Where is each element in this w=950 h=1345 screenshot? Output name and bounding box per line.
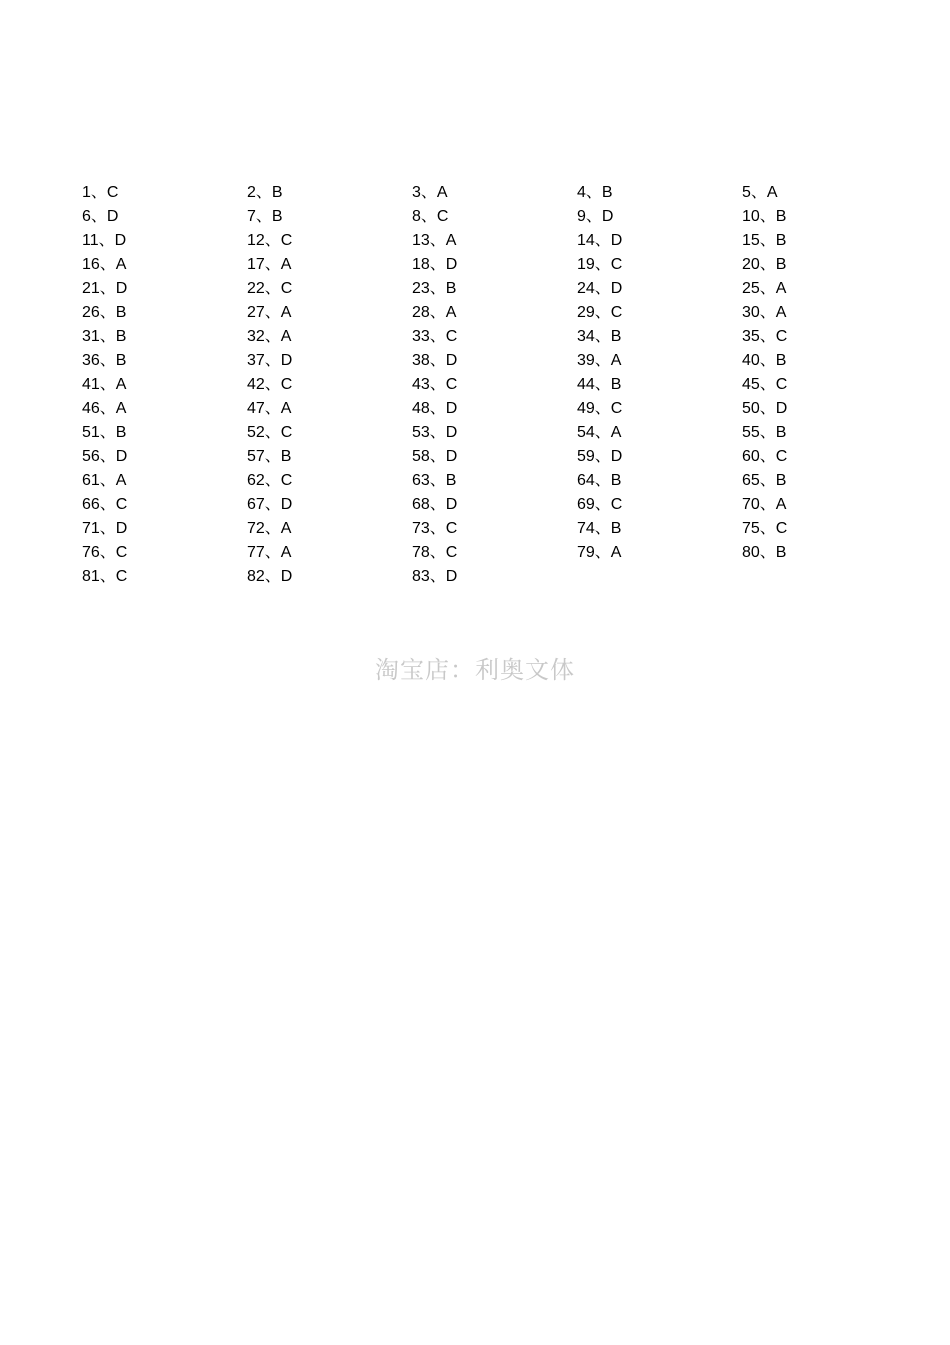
- answer-item: 79、A: [577, 544, 622, 561]
- answer-item: 82、D: [247, 568, 293, 585]
- answer-item: 70、A: [742, 496, 787, 513]
- answer-item: 19、C: [577, 256, 623, 273]
- answer-item: 32、A: [247, 328, 292, 345]
- answer-item: 20、B: [742, 256, 787, 273]
- answer-item: 54、A: [577, 424, 622, 441]
- answer-item: 57、B: [247, 448, 292, 465]
- answer-item: 61、A: [82, 472, 127, 489]
- answer-item: 26、B: [82, 304, 127, 321]
- answer-item: 51、B: [82, 424, 127, 441]
- answer-item: 17、A: [247, 256, 292, 273]
- answer-item: 73、C: [412, 520, 458, 537]
- answer-item: 25、A: [742, 280, 787, 297]
- answer-item: 1、C: [82, 184, 119, 201]
- answer-item: 49、C: [577, 400, 623, 417]
- answer-item: 69、C: [577, 496, 623, 513]
- answer-item: 63、B: [412, 472, 457, 489]
- answer-item: 31、B: [82, 328, 127, 345]
- answer-item: 12、C: [247, 232, 293, 249]
- answer-item: 72、A: [247, 520, 292, 537]
- answer-item: 11、D: [82, 232, 127, 249]
- answer-item: 48、D: [412, 400, 458, 417]
- answer-item: 66、C: [82, 496, 128, 513]
- answer-item: 27、A: [247, 304, 292, 321]
- answer-item: 75、C: [742, 520, 788, 537]
- answer-item: 50、D: [742, 400, 788, 417]
- answer-item: 6、D: [82, 208, 119, 225]
- watermark-text: 淘宝店：利奥文体: [375, 656, 575, 684]
- answer-item: 44、B: [577, 376, 622, 393]
- answer-item: 35、C: [742, 328, 788, 345]
- answer-item: 45、C: [742, 376, 788, 393]
- answer-item: 23、B: [412, 280, 457, 297]
- answer-item: 8、C: [412, 208, 449, 225]
- answer-item: 16、A: [82, 256, 127, 273]
- answer-item: 37、D: [247, 352, 293, 369]
- answer-item: 60、C: [742, 448, 788, 465]
- answer-item: 43、C: [412, 376, 458, 393]
- answer-item: 65、B: [742, 472, 787, 489]
- answer-item: 56、D: [82, 448, 128, 465]
- answer-item: 3、A: [412, 184, 448, 201]
- answer-item: 34、B: [577, 328, 622, 345]
- answer-item: 41、A: [82, 376, 127, 393]
- answer-item: 33、C: [412, 328, 458, 345]
- answer-item: 59、D: [577, 448, 623, 465]
- answer-item: 40、B: [742, 352, 787, 369]
- answer-item: 62、C: [247, 472, 293, 489]
- answer-item: 47、A: [247, 400, 292, 417]
- answer-item: 39、A: [577, 352, 622, 369]
- answer-item: 67、D: [247, 496, 293, 513]
- answer-item: 21、D: [82, 280, 128, 297]
- answer-item: 7、B: [247, 208, 283, 225]
- answer-item: 55、B: [742, 424, 787, 441]
- answer-grid: [82, 181, 922, 589]
- answer-item: 9、D: [577, 208, 614, 225]
- answer-item: 58、D: [412, 448, 458, 465]
- answer-item: 53、D: [412, 424, 458, 441]
- answer-item: 13、A: [412, 232, 457, 249]
- answer-item: 14、D: [577, 232, 623, 249]
- answer-item: 80、B: [742, 544, 787, 561]
- answer-item: 22、C: [247, 280, 293, 297]
- answer-item: 74、B: [577, 520, 622, 537]
- answer-item: 28、A: [412, 304, 457, 321]
- answer-item: 10、B: [742, 208, 787, 225]
- answer-item: 68、D: [412, 496, 458, 513]
- answer-item: 64、B: [577, 472, 622, 489]
- answer-item: 18、D: [412, 256, 458, 273]
- answer-item: 29、C: [577, 304, 623, 321]
- answer-item: 52、C: [247, 424, 293, 441]
- answer-item: 83、D: [412, 568, 458, 585]
- answer-item: 81、C: [82, 568, 128, 585]
- answer-item: 15、B: [742, 232, 787, 249]
- answer-item: 38、D: [412, 352, 458, 369]
- answer-item: 4、B: [577, 184, 613, 201]
- answer-item: 77、A: [247, 544, 292, 561]
- answer-item: 76、C: [82, 544, 128, 561]
- answer-item: 46、A: [82, 400, 127, 417]
- answer-item: 36、B: [82, 352, 127, 369]
- answer-item: 24、D: [577, 280, 623, 297]
- answer-item: 71、D: [82, 520, 128, 537]
- answer-item: 2、B: [247, 184, 283, 201]
- answer-item: 42、C: [247, 376, 293, 393]
- answer-item: 78、C: [412, 544, 458, 561]
- answer-item: 30、A: [742, 304, 787, 321]
- answer-item: 5、A: [742, 184, 778, 201]
